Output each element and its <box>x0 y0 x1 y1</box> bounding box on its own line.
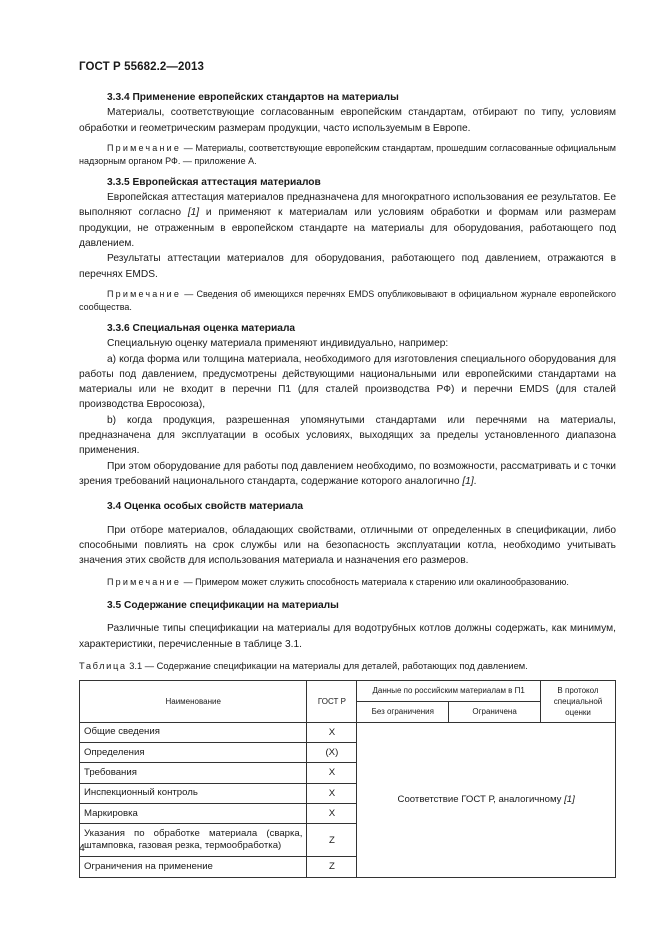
text-fragment: и применяют к материалам или условиям обработки и формам или размерам продукции, не отраженным в европейском стандарте на материалы для оборудования, работающего под давлением. <box>79 207 616 250</box>
page-content <box>79 90 616 878</box>
standard-header: ГОСТ Р 55682.2—2013 <box>79 61 204 73</box>
row-gost-mark: X <box>307 722 357 742</box>
caption-label: Таблица <box>79 660 127 671</box>
section-3-3-5-title: 3.3.5 Европейская аттестация материалов <box>107 176 321 188</box>
row-name: Ограничения на применение <box>80 857 307 877</box>
text-fragment: Европейская аттестация материалов предназначена для многократного использования ее результатов. Ее выполняют согласно <box>79 192 616 219</box>
merged-compliance-cell <box>357 722 616 877</box>
row-gost-mark: X <box>307 804 357 824</box>
note-text: — Материалы, соответствующие европейским стандартам, прошедшим согласованные официальным надзорным органом РФ. — приложение А. <box>79 142 616 167</box>
section-3-4-title: 3.4 Оценка особых свойств материала <box>107 501 304 513</box>
header-name: Наименование <box>80 680 307 722</box>
merged-reference: [1] <box>564 794 575 806</box>
row-name: Определения <box>80 743 307 763</box>
section-3-4-paragraph: При отборе материалов, обладающих свойствами, отличными от определенных в спецификации, либо способными повлиять на срок службы или на безопасность эксплуатации котла, необходимо учитывать значения этих свойств для использования материала и назначения его размеров. <box>79 524 616 567</box>
header-limited: Ограничена <box>449 701 541 722</box>
row-name: Требования <box>80 763 307 783</box>
row-name: Указания по обработке материала (сварка, штамповка, газовая резка, термообработка) <box>80 824 307 857</box>
section-3-3-6-title: 3.3.6 Специальная оценка материала <box>107 322 296 334</box>
row-name: Общие сведения <box>80 722 307 742</box>
section-3-3-5-paragraph-1 <box>79 190 616 251</box>
section-3-3-4-title: 3.3.4 Применение европейских стандартов на материалы <box>107 92 399 103</box>
section-3-3-5-note <box>79 288 616 315</box>
note-label: Примечание <box>107 142 182 153</box>
header-protocol: В протокол специальной оценки <box>541 680 616 722</box>
table-header-row <box>80 680 616 701</box>
header-unlimited: Без ограничения <box>357 701 449 722</box>
reference: [1] <box>462 475 474 487</box>
text-fragment: При этом оборудование для работы под давлением необходимо, по возможности, рассматривать и с точки зрения требований национального стандарта, содержание которого аналогично <box>79 460 616 487</box>
note-label: Примечание <box>107 288 182 299</box>
table-caption <box>79 660 616 673</box>
row-gost-mark: Z <box>307 857 357 877</box>
row-gost-mark: X <box>307 783 357 803</box>
section-3-5-title: 3.5 Содержание спецификации на материалы <box>107 599 339 611</box>
specification-table <box>79 680 616 878</box>
section-3-3-4-paragraph: Материалы, соответствующие согласованным европейским стандартам, отбирают по типу, условиям обработки и геометрическим размерам продукции, часто используемым в Европе. <box>79 107 616 134</box>
row-gost-mark: X <box>307 763 357 783</box>
caption-text: 3.1 — Содержание спецификации на материалы для деталей, работающих под давлением. <box>126 660 528 671</box>
section-3-3-6-paragraph-1: Специальную оценку материала применяют индивидуально, например: <box>107 338 449 350</box>
section-3-3-4-note <box>79 142 616 169</box>
note-label: Примечание <box>107 577 182 588</box>
text-fragment: . <box>473 475 477 487</box>
header-gost: ГОСТ Р <box>307 680 357 722</box>
section-3-3-6-item-a: a) когда форма или толщина материала, необходимого для изготовления специального оборудования для работы под давлением, предусмотрены действующими национальными или европейскими стандартами на материалы или не входит в перечни П1 (для сталей производства РФ) и перечни EMDS (для сталей производства Евросоюза), <box>79 353 616 411</box>
section-3-4-note <box>79 576 616 590</box>
section-3-3-6-paragraph-2 <box>79 459 616 490</box>
section-3-3-5-paragraph-2: Результаты аттестации материалов для оборудования, работающего под давлением, отражаются в перечнях EMDS. <box>79 253 616 280</box>
page-number: 4 <box>79 842 85 854</box>
row-name: Маркировка <box>80 804 307 824</box>
merged-text: Соответствие ГОСТ Р, аналогичному <box>397 794 565 806</box>
row-name: Инспекционный контроль <box>80 783 307 803</box>
table-row <box>80 722 616 742</box>
row-gost-mark: Z <box>307 824 357 857</box>
header-russian-materials: Данные по российским материалам в П1 <box>357 680 541 701</box>
note-text: — Примером может служить способность материала к старению или окалинообразованию. <box>181 577 569 588</box>
section-3-5-paragraph: Различные типы спецификации на материалы для водотрубных котлов должны содержать, как минимум, характеристики, перечисленные в таблице 3.1. <box>79 623 616 650</box>
section-3-3-6-item-b: b) когда продукция, разрешенная упомянутыми стандартами или перечнями на материалы, предназначена для эксплуатации в особых условиях, выходящих за пределы установленного диапазона применения. <box>79 414 616 457</box>
note-text: — Сведения об имеющихся перечнях EMDS опубликовывают в официальном журнале европейского сообщества. <box>79 288 616 313</box>
reference: [1] <box>187 207 200 219</box>
row-gost-mark: (X) <box>307 743 357 763</box>
